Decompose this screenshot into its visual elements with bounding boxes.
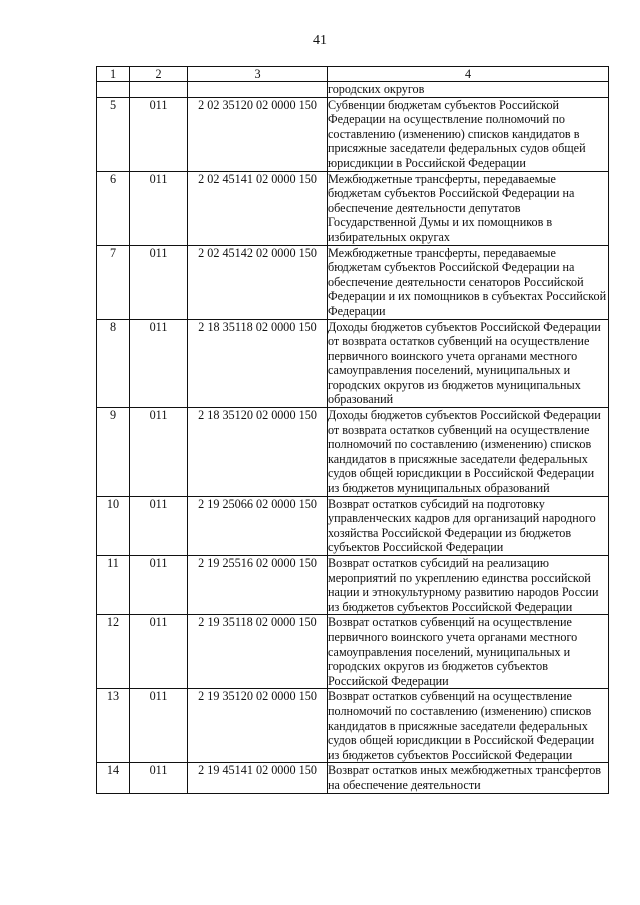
section-code: 011 <box>130 97 188 171</box>
budget-table <box>96 66 609 794</box>
income-description: Возврат остатков субвенций на осуществление первичного воинского учета органами местного самоуправления поселений, муниципальных и городских округов из бюджетов субъектов Российской Федерации <box>328 615 609 689</box>
income-description: Возврат остатков субвенций на осуществление полномочий по составлению (изменению) списков кандидатов в присяжные заседатели федеральных судов общей юрисдикции в Российской Федерации из бюджетов субъектов Российской Федерации <box>328 689 609 763</box>
section-code: 011 <box>130 171 188 245</box>
row-number: 13 <box>97 689 130 763</box>
income-description: Субвенции бюджетам субъектов Российской Федерации на осуществление полномочий по составлению (изменению) списков кандидатов в присяжные заседатели федеральных судов общей юрисдикции в Российской Федерации <box>328 97 609 171</box>
row-number: 6 <box>97 171 130 245</box>
table-row <box>97 689 609 763</box>
empty-cell <box>188 82 328 98</box>
column-header: 3 <box>188 67 328 82</box>
table-row <box>97 763 609 793</box>
budget-code: 2 02 45141 02 0000 150 <box>188 171 328 245</box>
income-description: Доходы бюджетов субъектов Российской Федерации от возврата остатков субвенций на осуществление первичного воинского учета органами местного самоуправления поселений, муниципальных и городских округов из бюджетов муниципальных образований <box>328 319 609 408</box>
income-description: Возврат остатков субсидий на реализацию мероприятий по укреплению единства российской нации и этнокультурному развитию народов России из бюджетов субъектов Российской Федерации <box>328 556 609 615</box>
budget-code: 2 18 35118 02 0000 150 <box>188 319 328 408</box>
section-code: 011 <box>130 408 188 497</box>
budget-code: 2 18 35120 02 0000 150 <box>188 408 328 497</box>
table-row <box>97 496 609 555</box>
budget-code: 2 02 45142 02 0000 150 <box>188 245 328 319</box>
row-number: 12 <box>97 615 130 689</box>
continuation-row <box>97 82 609 98</box>
row-number: 10 <box>97 496 130 555</box>
table-row <box>97 171 609 245</box>
continuation-text: городских округов <box>328 82 609 98</box>
budget-code: 2 19 25066 02 0000 150 <box>188 496 328 555</box>
row-number: 14 <box>97 763 130 793</box>
column-header: 1 <box>97 67 130 82</box>
table-row <box>97 615 609 689</box>
table-header-row <box>97 67 609 82</box>
income-description: Возврат остатков субсидий на подготовку управленческих кадров для организаций народного хозяйства Российской Федерации из бюджетов субъектов Российской Федерации <box>328 496 609 555</box>
section-code: 011 <box>130 763 188 793</box>
section-code: 011 <box>130 319 188 408</box>
section-code: 011 <box>130 496 188 555</box>
column-header: 2 <box>130 67 188 82</box>
budget-code: 2 19 35120 02 0000 150 <box>188 689 328 763</box>
row-number: 9 <box>97 408 130 497</box>
section-code: 011 <box>130 245 188 319</box>
budget-code: 2 02 35120 02 0000 150 <box>188 97 328 171</box>
row-number: 5 <box>97 97 130 171</box>
row-number: 7 <box>97 245 130 319</box>
row-number: 11 <box>97 556 130 615</box>
section-code: 011 <box>130 689 188 763</box>
income-description: Возврат остатков иных межбюджетных трансфертов на обеспечение деятельности <box>328 763 609 793</box>
table-row <box>97 556 609 615</box>
column-header: 4 <box>328 67 609 82</box>
row-number: 8 <box>97 319 130 408</box>
table-row <box>97 97 609 171</box>
budget-code: 2 19 25516 02 0000 150 <box>188 556 328 615</box>
table-row <box>97 319 609 408</box>
income-description: Доходы бюджетов субъектов Российской Федерации от возврата остатков субвенций на осуществление полномочий по составлению (изменению) списков кандидатов в присяжные заседатели федеральных судов общей юрисдикции в Российской Федерации из бюджетов муниципальных образований <box>328 408 609 497</box>
section-code: 011 <box>130 556 188 615</box>
budget-code: 2 19 35118 02 0000 150 <box>188 615 328 689</box>
budget-code: 2 19 45141 02 0000 150 <box>188 763 328 793</box>
section-code: 011 <box>130 615 188 689</box>
income-description: Межбюджетные трансферты, передаваемые бюджетам субъектов Российской Федерации на обеспечение деятельности депутатов Государственной Думы и их помощников в избирательных округах <box>328 171 609 245</box>
table-row <box>97 245 609 319</box>
empty-cell <box>97 82 130 98</box>
income-description: Межбюджетные трансферты, передаваемые бюджетам субъектов Российской Федерации на обеспечение деятельности сенаторов Российской Федерации и их помощников в субъектах Российской Федерации <box>328 245 609 319</box>
empty-cell <box>130 82 188 98</box>
table-row <box>97 408 609 497</box>
page-number: 41 <box>313 33 327 48</box>
